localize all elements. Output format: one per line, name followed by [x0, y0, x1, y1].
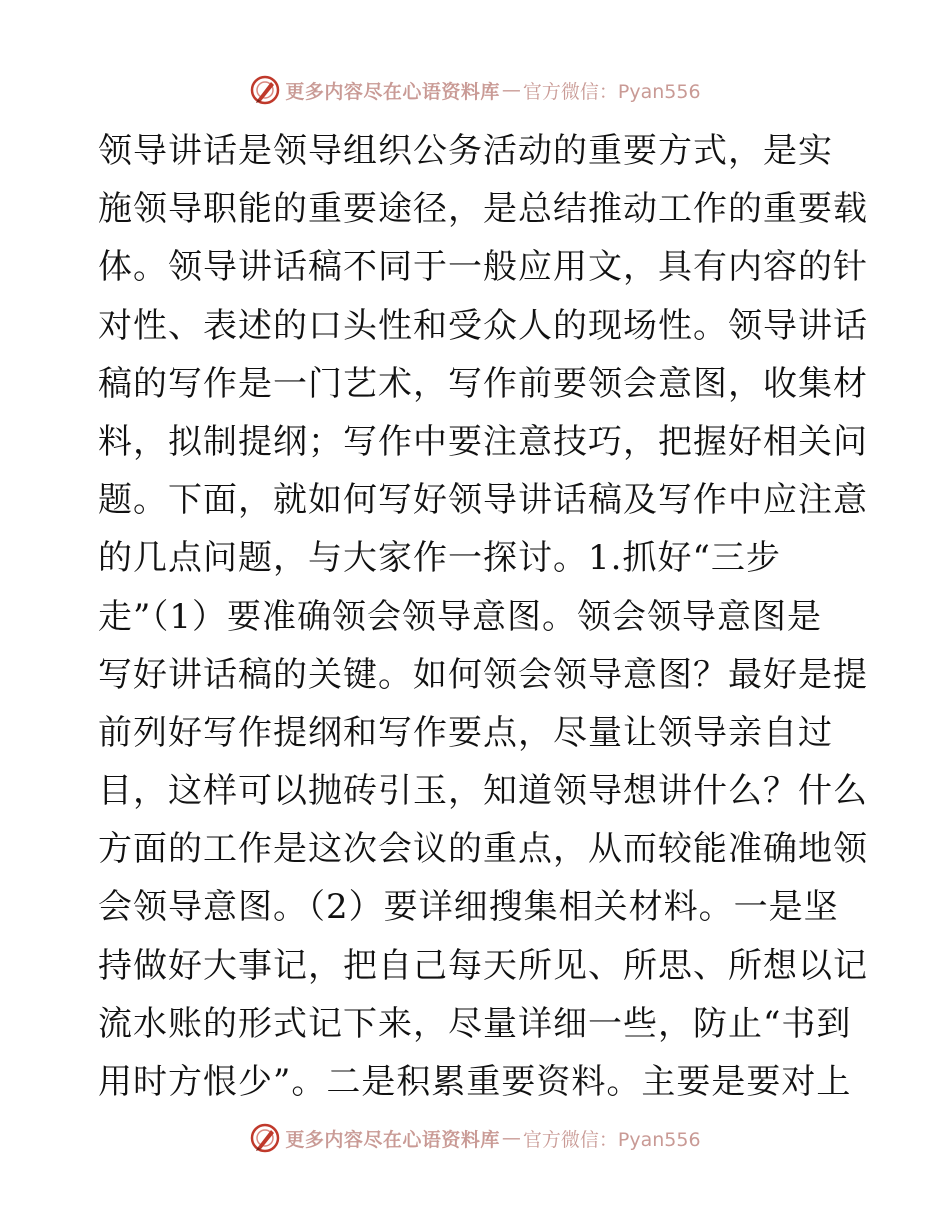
pen-logo-icon — [249, 1122, 281, 1154]
header-banner-dash: — — [501, 79, 521, 101]
body-line-17: 用时方恨少”。二是积累重要资料。主要是要对上 — [98, 1062, 852, 1102]
header-banner-text: 更多内容尽在心语资料库 — [285, 80, 500, 103]
body-line-3: 体。领导讲话稿不同于一般应用文，具有内容的针 — [98, 247, 868, 288]
footer-banner-dash: — — [501, 1127, 521, 1149]
header-banner — [0, 70, 950, 110]
footer-banner-contact: 官方微信：Pyan556 — [522, 1128, 701, 1151]
header-banner-contact: 官方微信：Pyan556 — [522, 80, 701, 103]
body-line-15: 持做好大事记，把自己每天所见、所思、所想以记 — [98, 945, 868, 986]
footer-banner-text: 更多内容尽在心语资料库 — [285, 1128, 500, 1151]
pen-logo-icon — [249, 74, 281, 106]
body-line-8: 的几点问题，与大家作一探讨。1.抓好“三步 — [98, 538, 781, 579]
body-line-1: 领导讲话是领导组织公务活动的重要方式，是实 — [98, 131, 833, 171]
body-line-13: 方面的工作是这次会议的重点，从而较能准确地领 — [98, 829, 868, 870]
body-line-2: 施领导职能的重要途径，是总结推动工作的重要载 — [98, 189, 868, 230]
body-line-7: 题。下面，就如何写好领导讲话稿及写作中应注意 — [98, 480, 868, 521]
footer-banner — [0, 1118, 950, 1158]
body-line-4: 对性、表述的口头性和受众人的现场性。领导讲话 — [98, 305, 868, 346]
body-line-14: 会领导意图。（2）要详细搜集相关材料。一是坚 — [98, 887, 839, 928]
body-line-10: 写好讲话稿的关键。如何领会领导意图？最好是提 — [98, 654, 868, 695]
body-line-9: 走”（1）要准确领会领导意图。领会领导意图是 — [98, 596, 823, 637]
body-line-12: 目，这样可以抛砖引玉，知道领导想讲什么？什么 — [98, 771, 868, 812]
body-line-16: 流水账的形式记下来，尽量详细一些，防止“书到 — [98, 1003, 852, 1044]
document-body — [98, 122, 868, 1111]
body-line-11: 前列好写作提纲和写作要点，尽量让领导亲自过 — [98, 712, 833, 753]
body-line-6: 料，拟制提纲；写作中要注意技巧，把握好相关问 — [98, 421, 868, 462]
body-line-5: 稿的写作是一门艺术，写作前要领会意图，收集材 — [98, 363, 868, 404]
